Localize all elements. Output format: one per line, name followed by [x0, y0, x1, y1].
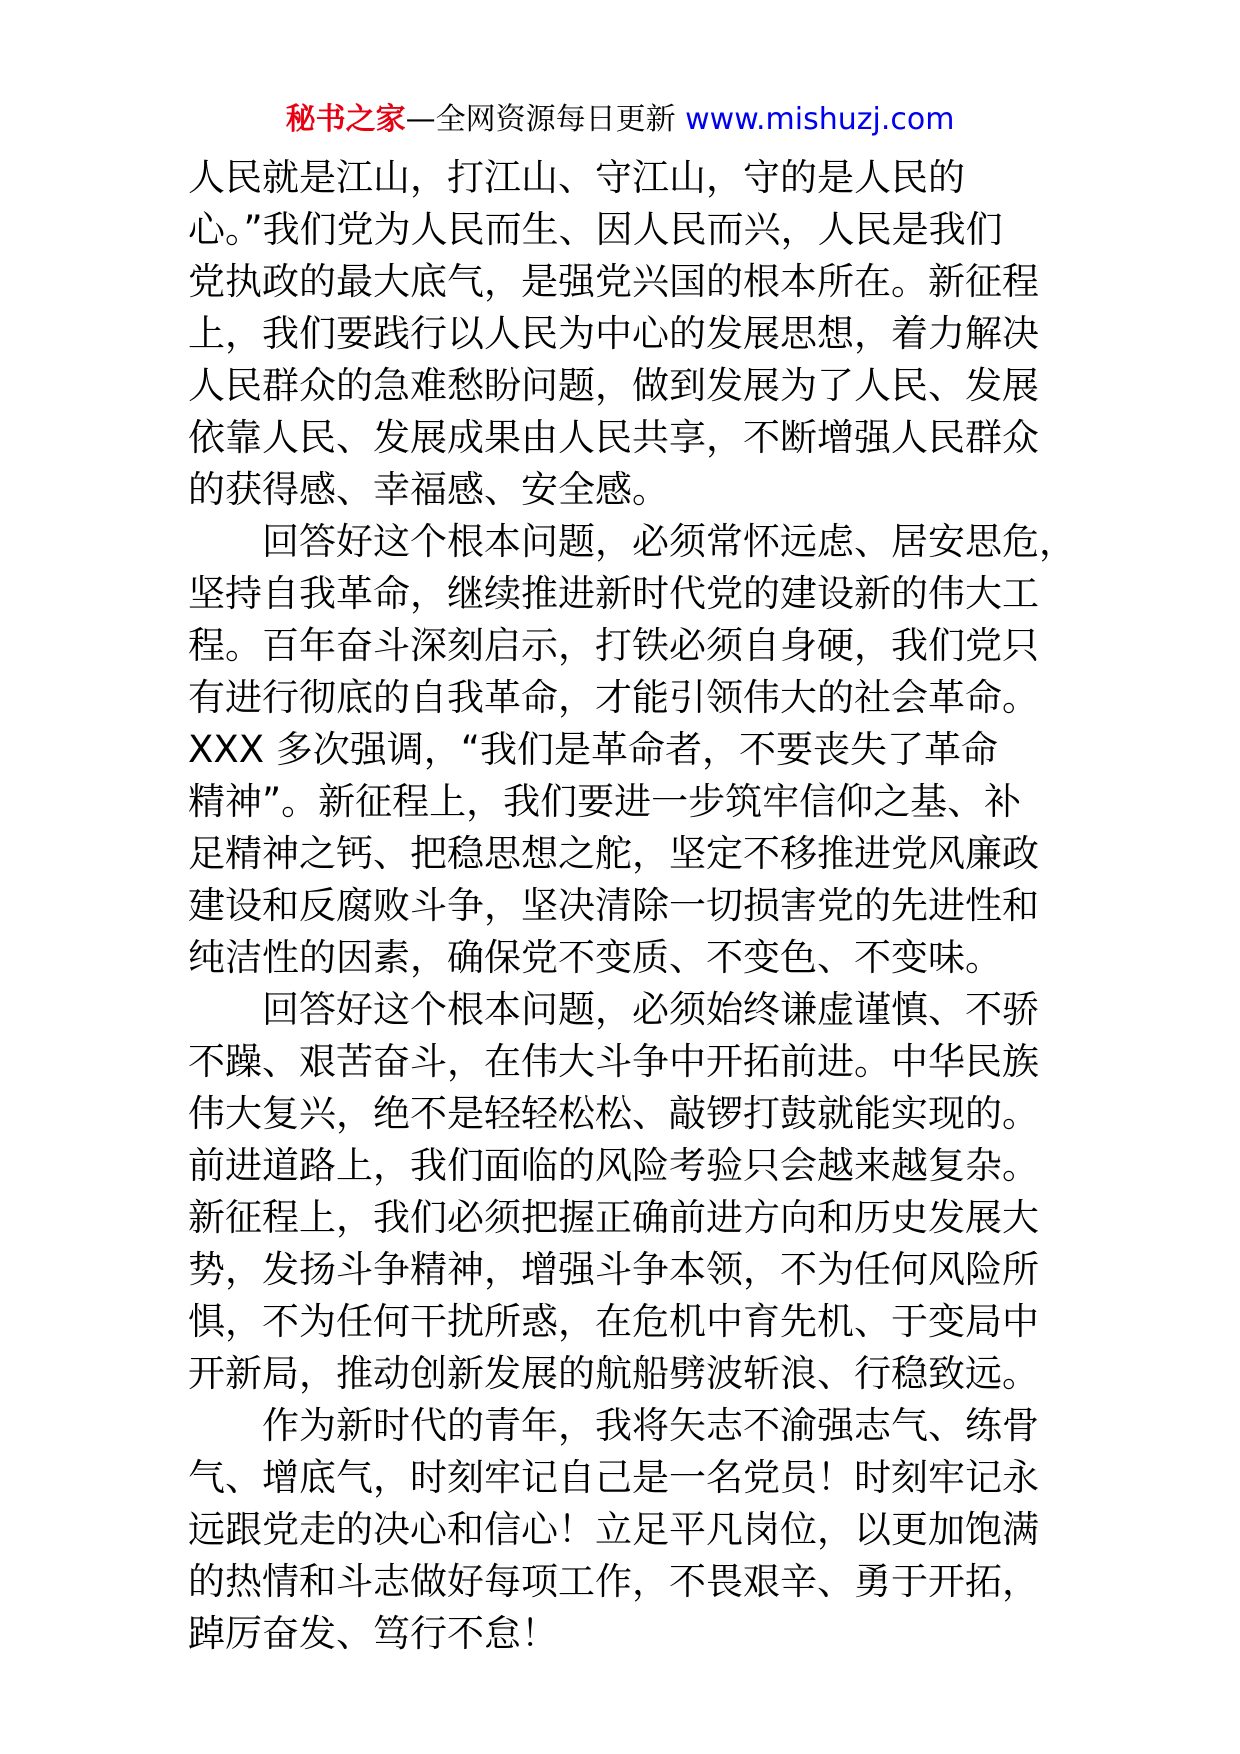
text-line: 不躁、艰苦奋斗，在伟大斗争中开拓前进。中华民族	[188, 1040, 1039, 1083]
text-line: 新征程上，我们必须把握正确前进方向和历史发展大	[188, 1196, 1039, 1239]
text-line: 坚持自我革命，继续推进新时代党的建设新的伟大工	[188, 572, 1039, 615]
text-line: 人民群众的急难愁盼问题，做到发展为了人民、发展	[188, 364, 1039, 407]
text-line: 依靠人民、发展成果由人民共享，不断增强人民群众	[188, 416, 1039, 459]
text-line: 心。”我们党为人民而生、因人民而兴，人民是我们	[188, 208, 1003, 251]
text-line: 的获得感、幸福感、安全感。	[188, 468, 669, 511]
header-brand: 秘书之家	[285, 102, 406, 137]
header-tagline: —全网资源每日更新	[405, 102, 686, 137]
text-line: 足精神之钙、把稳思想之舵，坚定不移推进党风廉政	[188, 832, 1039, 875]
text-line: 建设和反腐败斗争，坚决清除一切损害党的先进性和	[188, 884, 1039, 927]
paragraph-first-line: 作为新时代的青年，我将矢志不渝强志气、练骨	[262, 1404, 1039, 1447]
text-line: 上，我们要践行以人民为中心的发展思想，着力解决	[188, 312, 1039, 355]
text-line: 人民就是江山，打江山、守江山，守的是人民的	[188, 156, 965, 199]
text-line: 开新局，推动创新发展的航船劈波斩浪、行稳致远。	[188, 1352, 1039, 1395]
page-header	[0, 100, 1240, 140]
header-site-link[interactable]: www.mishuzj.com	[685, 102, 955, 137]
text-line: 气、增底气，时刻牢记自己是一名党员！时刻牢记永	[188, 1456, 1039, 1499]
text-line: 党执政的最大底气，是强党兴国的根本所在。新征程	[188, 260, 1039, 303]
text-line: 的热情和斗志做好每项工作，不畏艰辛、勇于开拓，	[188, 1560, 1039, 1603]
text-line: 前进道路上，我们面临的风险考验只会越来越复杂。	[188, 1144, 1039, 1187]
text-line: 有进行彻底的自我革命，才能引领伟大的社会革命。	[188, 676, 1039, 719]
text-line: XXX 多次强调，“我们是革命者，不要丧失了革命	[188, 728, 998, 771]
paragraph-first-line: 回答好这个根本问题，必须常怀远虑、居安思危，	[262, 520, 1076, 563]
text-line: 纯洁性的因素，确保党不变质、不变色、不变味。	[188, 936, 1002, 979]
text-line: 远跟党走的决心和信心！立足平凡岗位，以更加饱满	[188, 1508, 1039, 1551]
text-line: 势，发扬斗争精神，增强斗争本领，不为任何风险所	[188, 1248, 1039, 1291]
text-line: 精神”。新征程上，我们要进一步筑牢信仰之基、补	[188, 780, 1022, 823]
document-body	[188, 152, 1076, 1660]
text-line: 程。百年奋斗深刻启示，打铁必须自身硬，我们党只	[188, 624, 1039, 667]
text-line: 惧，不为任何干扰所惑，在危机中育先机、于变局中	[188, 1300, 1039, 1343]
paragraph-first-line: 回答好这个根本问题，必须始终谦虚谨慎、不骄	[262, 988, 1039, 1031]
text-line: 踔厉奋发、笃行不怠！	[188, 1612, 558, 1655]
text-line: 伟大复兴，绝不是轻轻松松、敲锣打鼓就能实现的。	[188, 1092, 1039, 1135]
